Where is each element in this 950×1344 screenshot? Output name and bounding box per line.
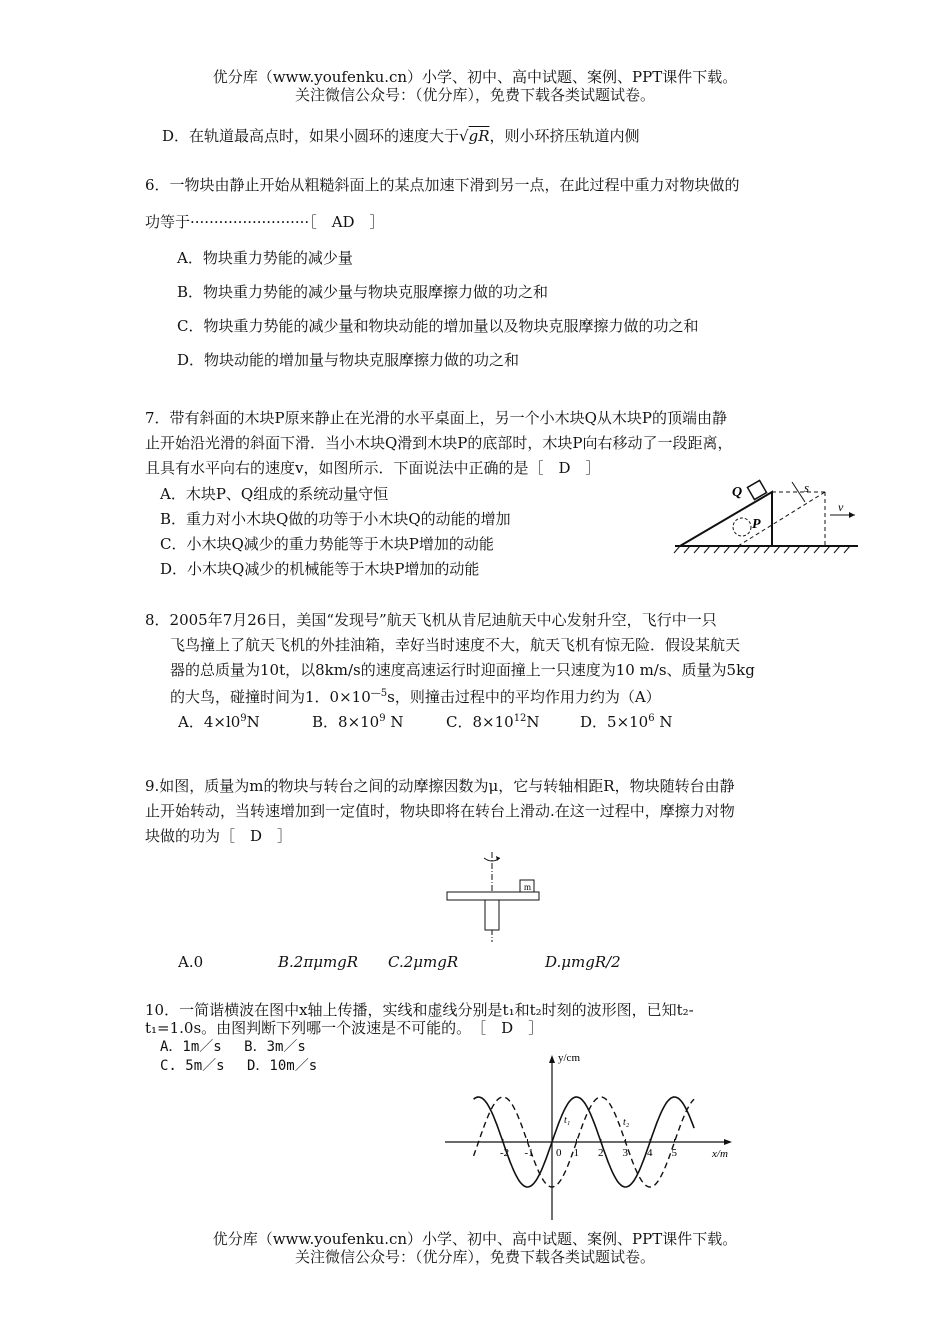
footer-line-2: 关注微信公众号：（优分库），免费下载各类试题试卷。 <box>294 1248 655 1266</box>
q5-option-d-text: D．在轨道最高点时，如果小圆环的速度大于 <box>162 127 460 145</box>
q9-mass-label: m <box>524 882 532 892</box>
q6-option-b: B．物块重力势能的减少量与物块克服摩擦力做的功之和 <box>177 283 549 301</box>
q7-label-s: s <box>804 480 810 495</box>
header-line-2: 关注微信公众号：（优分库），免费下载各类试题试卷。 <box>294 86 655 104</box>
q10-options-row-2: C. 5m／s D．10m／s <box>160 1058 318 1074</box>
q8-line4-text: 的大鸟，碰撞时间为1．0×10 <box>170 688 371 706</box>
q8-option-d-text: D．5×10 <box>580 713 649 731</box>
q7-stem-line-2: 止开始沿光滑的斜面下滑．当小木块Q滑到木块P的底部时，木块P向右移动了一段距离， <box>145 434 733 452</box>
q7-option-a: A．木块P、Q组成的系统动量守恒 <box>160 485 389 503</box>
q8-option-a-text: A．4×l0 <box>178 713 241 731</box>
y-axis-arrow <box>549 1055 555 1063</box>
q8-option-b-unit: N <box>385 713 404 731</box>
q10-stem-line-1: 10．一简谐横波在图中x轴上传播，实线和虚线分别是t₁和t₂时刻的波形图，已知t₂- <box>145 1001 694 1019</box>
q7-option-b: B．重力对小木块Q做的功等于小木块Q的动能的增加 <box>160 510 511 528</box>
q9-turntable-figure <box>440 850 550 945</box>
q8-option-c-text: C．8×10 <box>446 713 514 731</box>
q9-stem-line-1: 9.如图，质量为m的物块与转台之间的动摩擦因数为μ，它与转轴相距R，物块随转台由静 <box>145 777 735 795</box>
q7-option-d: D．小木块Q减少的机械能等于木块P增加的动能 <box>160 560 480 578</box>
q6-option-a: A．物块重力势能的减少量 <box>177 249 353 267</box>
x-tick-label: 3 <box>622 1147 628 1159</box>
x-tick-label: 2 <box>598 1147 604 1159</box>
q6-option-d: D．物块动能的增加量与物块克服摩擦力做的功之和 <box>177 351 520 369</box>
q8-option-b <box>312 709 404 732</box>
footer-line-1: 优分库（www.youfenku.cn）小学、初中、高中试题、案例、PPT课件下载。 <box>212 1230 738 1248</box>
q8-option-d <box>580 709 673 732</box>
q7-option-c: C．小木块Q减少的重力势能等于木块P增加的动能 <box>160 535 494 553</box>
q7-stem-line-3: 且具有水平向右的速度v，如图所示．下面说法中正确的是［ D ］ <box>145 459 601 477</box>
q9-option-c: C.2μmgR <box>388 953 459 971</box>
q8-option-d-exp: 6 <box>648 713 655 724</box>
x-tick-label: 0 <box>556 1147 562 1159</box>
header-line-1: 优分库（www.youfenku.cn）小学、初中、高中试题、案例、PPT课件下载。 <box>212 68 738 86</box>
q7-label-q: Q <box>732 485 743 500</box>
q8-line4-exponent: —5 <box>370 688 388 699</box>
x-axis-label: x/m <box>712 1148 728 1160</box>
q6-stem-line-2: 功等于·························［ AD ］ <box>145 213 385 231</box>
q8-option-b-text: B．8×10 <box>312 713 380 731</box>
x-tick-label: 4 <box>647 1147 653 1159</box>
q9-stem-line-3: 块做的功为［ D ］ <box>145 827 293 845</box>
q8-stem-line-3: 器的总质量为10t，以8km/s的速度高速运行时迎面撞上一只速度为10 m/s、质量为5kg <box>170 661 755 679</box>
x-axis-arrow <box>724 1139 732 1145</box>
x-tick-label: -1 <box>524 1147 534 1159</box>
x-tick-label: -2 <box>500 1147 510 1159</box>
q5-option-d-tail: ，则小环挤压轨道内侧 <box>489 127 640 145</box>
q8-stem-line-2: 飞鸟撞上了航天飞机的外挂油箱，幸好当时速度不大，航天飞机有惊无险．假设某航天 <box>170 636 741 654</box>
q10-wave-chart <box>440 1045 740 1225</box>
wave-label-t1: t₁ <box>564 1115 571 1126</box>
q9-option-a: A.0 <box>178 953 204 971</box>
q8-option-c-unit: N <box>526 713 540 731</box>
x-tick-label: 1 <box>573 1147 579 1159</box>
q9-option-d: D.μmgR/2 <box>545 953 621 971</box>
q8-option-c-exp: 12 <box>513 713 527 724</box>
q6-stem-line-1: 6．一物块由静止开始从粗糙斜面上的某点加速下滑到另一点，在此过程中重力对物块做的 <box>145 176 740 194</box>
q8-option-d-unit: N <box>654 713 673 731</box>
q7-wedge-figure <box>670 470 865 555</box>
q5-option-d <box>162 126 640 146</box>
sqrt-symbol: √ <box>459 127 469 145</box>
q8-line4-tail: s，则撞击过程中的平均作用力约为（A） <box>387 688 661 706</box>
q5-sqrt-term: gR <box>468 127 490 145</box>
q10-stem-line-2: t₁=1.0s。由图判断下列哪一个波速是不可能的。 ［ D ］ <box>145 1019 544 1037</box>
q7-label-p: P <box>752 517 761 532</box>
q8-stem-line-1: 8．2005年7月26日，美国“发现号”航天飞机从肯尼迪航天中心发射升空，飞行中一只 <box>145 611 717 629</box>
q9-option-b: B.2πμmgR <box>278 953 359 971</box>
q8-option-a-exp: 9 <box>240 713 247 724</box>
q8-option-a-unit: N <box>246 713 260 731</box>
q8-option-a <box>178 709 260 732</box>
q7-stem-line-1: 7．带有斜面的木块P原来静止在光滑的水平桌面上，另一个小木块Q从木块P的顶端由静 <box>145 409 728 427</box>
q9-stem-line-2: 止开始转动，当转速增加到一定值时，物块即将在转台上滑动.在这一过程中，摩擦力对物 <box>145 802 735 820</box>
q8-stem-line-4 <box>170 684 661 707</box>
q8-option-c <box>446 709 540 732</box>
q7-label-v: v <box>838 500 844 514</box>
q8-option-b-exp: 9 <box>379 713 386 724</box>
x-tick-label: 5 <box>671 1147 677 1159</box>
wave-label-t2: t₂ <box>623 1117 630 1128</box>
q10-options-row-1: A．1m／s B．3m／s <box>160 1039 306 1055</box>
q6-option-c: C．物块重力势能的减少量和物块动能的增加量以及物块克服摩擦力做的功之和 <box>177 317 699 335</box>
y-axis-label: y/cm <box>558 1052 580 1064</box>
